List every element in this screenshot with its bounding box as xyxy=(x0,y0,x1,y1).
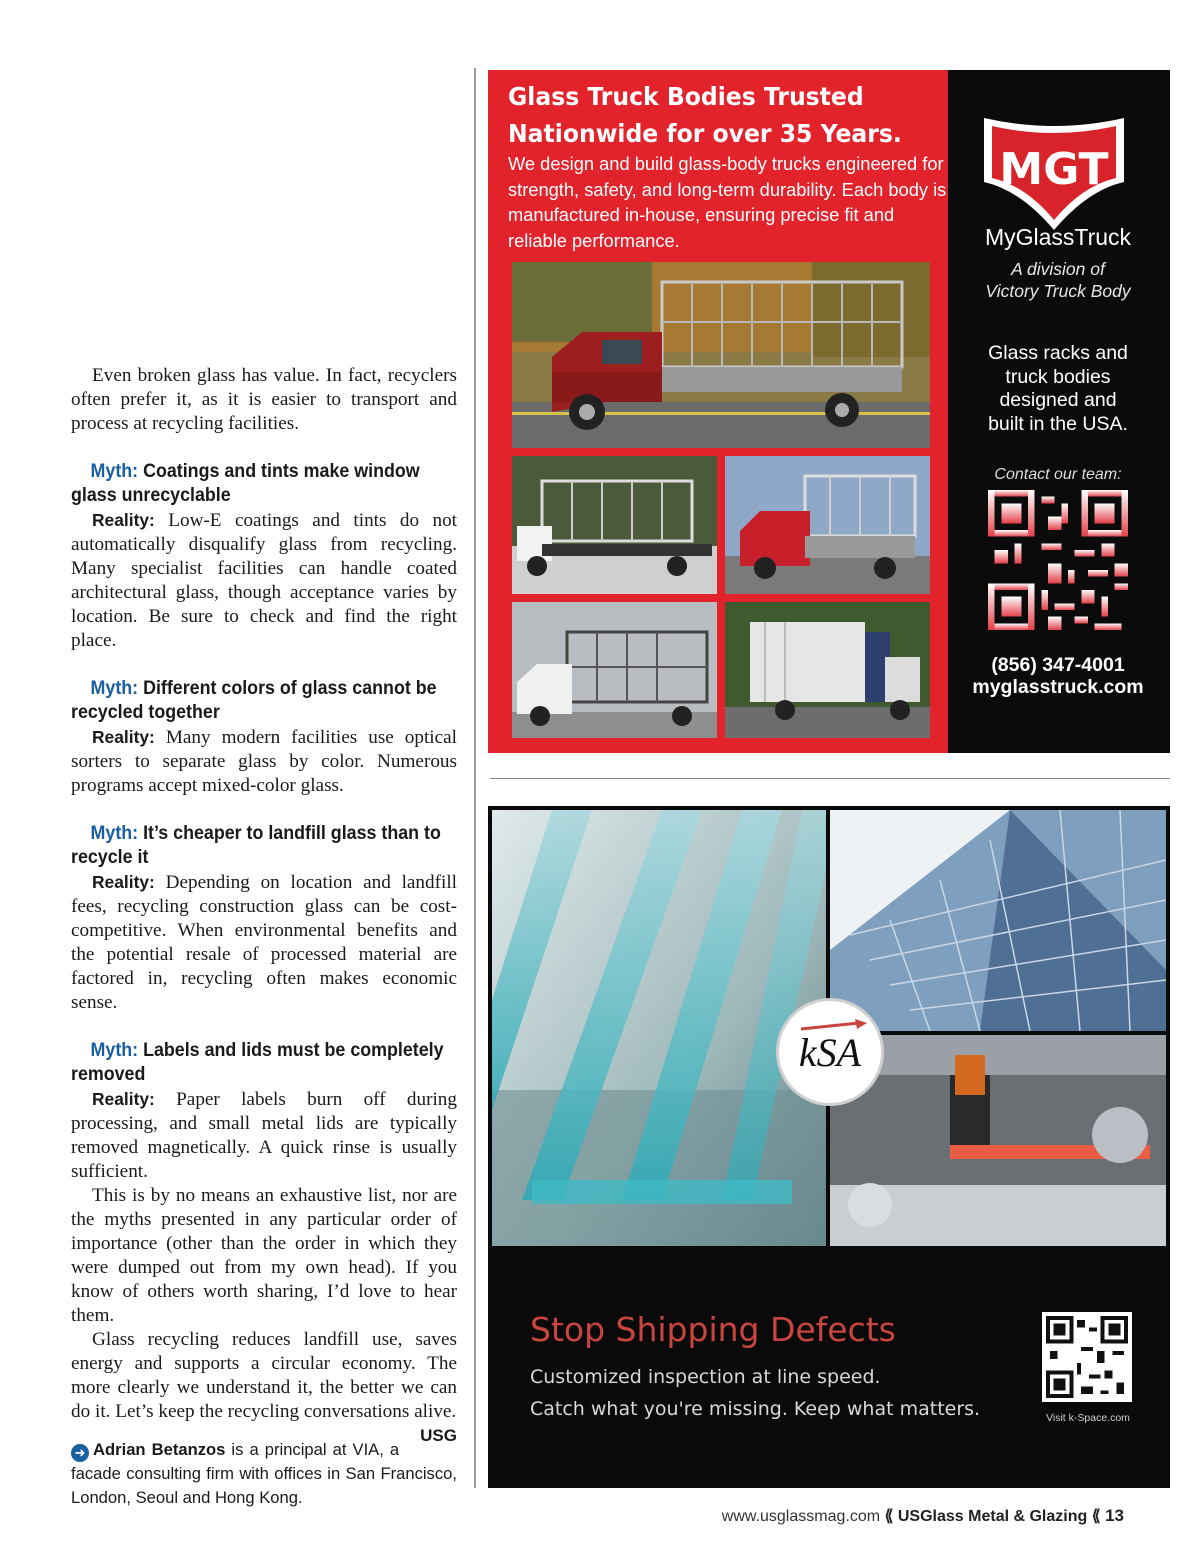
mgt-advertisement[interactable] xyxy=(488,70,1170,753)
footer-separator-icon: ⟪ xyxy=(1091,1508,1101,1525)
column-divider xyxy=(474,68,476,1488)
footer-magazine-name: USGlass Metal & Glazing xyxy=(897,1508,1088,1525)
usg-signoff: USG xyxy=(420,1426,457,1445)
ksa-tagline-2: Catch what you're missing. Keep what matters. xyxy=(530,1398,981,1420)
article-intro: Even broken glass has value. In fact, recyclers often prefer it, as it is easier to transport and process at recycling facilities. xyxy=(71,365,457,434)
author-bio: ➜ Adrian Betanzos is a principal at VIA, a facade consulting firm with offices in San Francisco, London, Seoul and Hong Kong. xyxy=(71,1440,457,1507)
reality-paragraph-1: Reality: Low-E coatings and tints do not automatically disqualify glass from recycling. Many specialist facilities can handle coated architectural glass, though acceptance varies by location. Be sure to check and find the right place. xyxy=(71,510,458,651)
page-number: 13 xyxy=(1105,1506,1124,1525)
myth-heading-1: Myth: Coatings and tints make window glass unrecyclable xyxy=(71,461,420,506)
footer-url[interactable]: www.usglassmag.com xyxy=(721,1508,881,1525)
glass-building-photo xyxy=(830,810,1166,1031)
mgt-logo xyxy=(978,112,1130,234)
truck-photo-4 xyxy=(512,602,717,738)
truck-photo-3 xyxy=(725,456,930,594)
reality-paragraph-3: Reality: Depending on location and landfill fees, recycling construction glass can be cost-competitive. When environmental benefits and the potential resale of processed material are factored in, recycling often makes economic sense. xyxy=(71,872,458,1013)
ksa-website-link[interactable]: Visit k-Space.com xyxy=(1046,1412,1130,1424)
mgt-contact-label: Contact our team: xyxy=(994,466,1122,483)
page-footer xyxy=(722,1506,1124,1526)
myth-heading-4: Myth: Labels and lids must be completely removed xyxy=(71,1040,444,1085)
mgt-brand-name: MyGlassTruck xyxy=(984,224,1132,250)
reality-paragraph-2: Reality: Many modern facilities use optical sorters to separate glass by color. Numerous programs accept mixed-color glass. xyxy=(71,727,458,796)
myth-heading-3: Myth: It’s cheaper to landfill glass than to recycle it xyxy=(71,823,441,868)
closing-paragraph-2: Glass recycling reduces landfill use, saves energy and supports a circular economy. The more clearly we understand it, the better we can do it. Let’s keep the recycling conversations alive. USG xyxy=(71,1328,457,1424)
truck-photo-5 xyxy=(725,602,930,738)
article-column xyxy=(71,364,457,1510)
myth-heading-2: Myth: Different colors of glass cannot be recycled together xyxy=(71,678,437,723)
footer-separator-icon: ⟪ xyxy=(884,1508,894,1525)
reality-paragraph-4: Reality: Paper labels burn off during processing, and small metal lids are typically removed magnetically. A quick rinse is usually sufficient. xyxy=(71,1089,457,1182)
mgt-red-panel xyxy=(488,70,948,753)
mgt-made-in-usa: Glass racks and truck bodies designed and built in the USA. xyxy=(988,342,1128,435)
author-name: Adrian Betanzos xyxy=(93,1440,226,1459)
ad-separator xyxy=(490,778,1170,779)
mgt-body-text: We design and build glass-body trucks engineered for strength, safety, and long-term durability. Each body is manufactured in-house, ensuring precise fit and reliable performance. xyxy=(508,153,947,251)
truck-photo-main xyxy=(512,262,930,448)
ksa-logo: kSA xyxy=(776,998,884,1106)
glass-edges-photo xyxy=(492,810,826,1246)
mgt-website-link[interactable]: myglasstruck.com xyxy=(972,676,1144,698)
mgt-headline: Glass Truck Bodies Trusted Nationwide for over 35 Years. xyxy=(508,82,902,148)
truck-photo-2 xyxy=(512,456,717,594)
ksa-headline: Stop Shipping Defects xyxy=(530,1310,896,1349)
closing-paragraph-1: This is by no means an exhaustive list, nor are the myths presented in any particular order of importance (other than the order in which they were dumped out from my own head). If you know of others worth sharing, I’d love to hear them. xyxy=(71,1185,457,1326)
mgt-division-text: A division of Victory Truck Body xyxy=(985,259,1131,301)
arrow-right-icon: ➜ xyxy=(71,1444,89,1462)
ksa-tagline-1: Customized inspection at line speed. xyxy=(530,1366,881,1388)
svg-text:MGT: MGT xyxy=(999,144,1109,195)
ksa-advertisement[interactable] xyxy=(488,806,1170,1488)
mgt-qr-code[interactable] xyxy=(988,490,1128,630)
mgt-phone[interactable]: (856) 347-4001 xyxy=(991,654,1125,676)
ksa-qr-code[interactable] xyxy=(1042,1312,1132,1402)
